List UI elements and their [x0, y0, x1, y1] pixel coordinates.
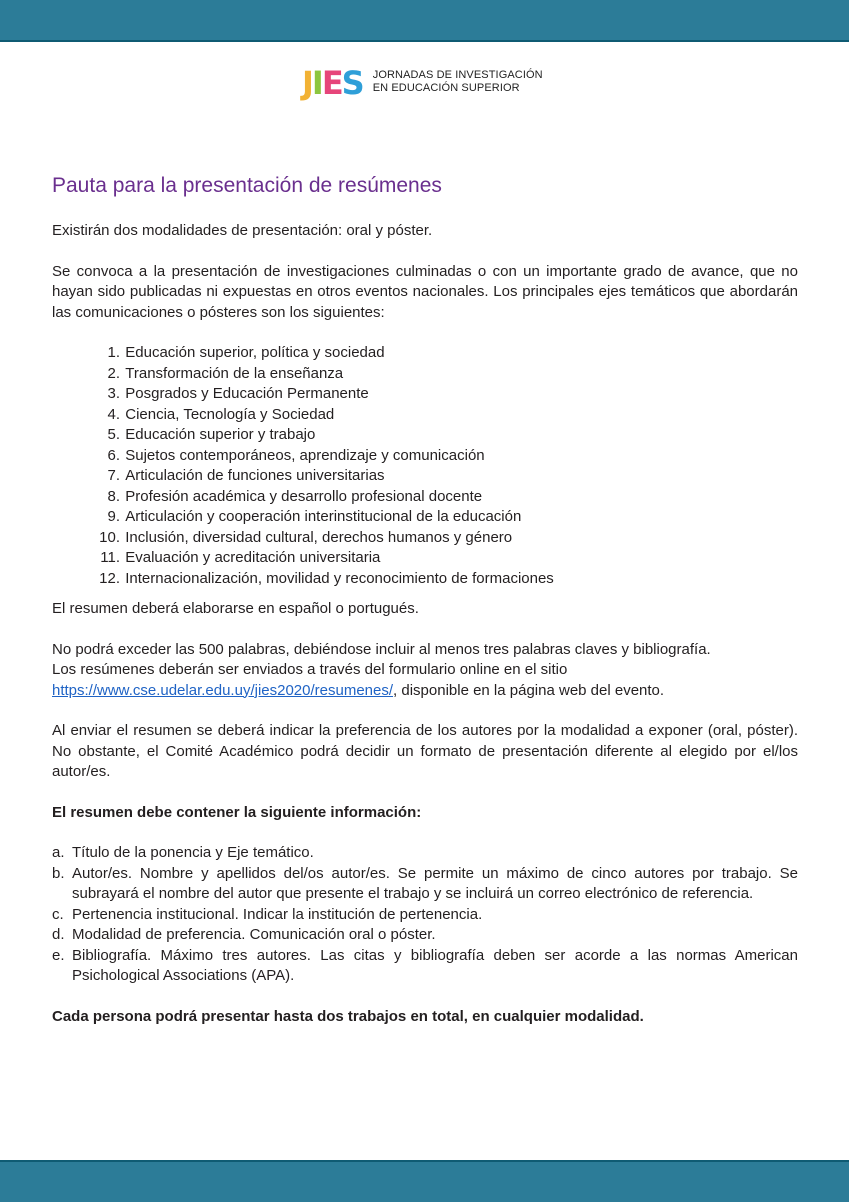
jies-logo-mark: [302, 64, 363, 102]
topic-item: [52, 548, 798, 569]
topic-number: 2.: [107, 364, 120, 382]
requirement-item: [52, 925, 798, 946]
requirement-letter: a.: [52, 844, 65, 861]
topic-text: Internacionalización, movilidad y reconocimiento de formaciones: [125, 569, 554, 587]
requirements-heading: El resumen debe contener la siguiente información:: [52, 803, 422, 821]
page-title: Pauta para la presentación de resúmenes: [52, 174, 442, 197]
topic-text: Evaluación y acreditación universitaria: [125, 549, 381, 566]
topic-item: [52, 569, 798, 590]
language-paragraph: El resumen deberá elaborarse en español o portugués.: [52, 600, 419, 617]
topic-item: [52, 446, 798, 467]
topic-number: 9.: [107, 508, 120, 525]
topic-number: 12.: [99, 569, 120, 587]
requirement-letter: d.: [52, 926, 65, 943]
topic-text: Educación superior, política y sociedad: [125, 344, 385, 361]
requirement-text: Pertenencia institucional. Indicar la institución de pertenencia.: [72, 905, 483, 923]
topic-item: [52, 487, 798, 508]
requirements-list: [52, 843, 798, 987]
limits-paragraph: [52, 640, 798, 702]
topic-text: Profesión académica y desarrollo profesional docente: [125, 487, 483, 505]
document-body: [52, 172, 798, 1027]
topic-number: 3.: [107, 385, 120, 402]
topic-item: [52, 528, 798, 549]
requirement-letter: e.: [52, 946, 65, 964]
bottom-band: [0, 1160, 849, 1202]
logo-letter-e: E: [321, 64, 342, 102]
topic-text: Inclusión, diversidad cultural, derechos humanos y género: [125, 528, 513, 546]
topic-number: 7.: [107, 467, 120, 484]
logo-letter-j: J: [302, 64, 312, 102]
topic-item: [52, 364, 798, 385]
topic-item: [52, 384, 798, 405]
topic-text: Posgrados y Educación Permanente: [125, 385, 369, 402]
requirement-item: [52, 946, 798, 987]
requirement-text: Autor/es. Nombre y apellidos del/os autor/es. Se permite un máximo de cinco autores por trabajo. Se subrayará el nombre del autor que presente el trabajo y se incluirá un correo electrónico de referencia.: [72, 864, 798, 902]
topic-text: Articulación de funciones universitarias: [125, 467, 385, 484]
limits-after-url: , disponible en la página web del evento.: [393, 681, 665, 699]
requirement-item: [52, 864, 798, 905]
requirement-item: [52, 905, 798, 926]
limits-line-2: Los resúmenes deberán ser enviados a través del formulario online en el sitio: [52, 661, 568, 678]
topic-number: 4.: [107, 405, 120, 423]
intro-paragraph: Existirán dos modalidades de presentación: oral y póster.: [52, 222, 433, 239]
topic-text: Articulación y cooperación interinstitucional de la educación: [125, 508, 522, 525]
topic-item: [52, 343, 798, 364]
logo-line-1: JORNADAS DE INVESTIGACIÓN: [372, 69, 543, 81]
topic-number: 10.: [99, 528, 120, 546]
logo-wordmark: [373, 69, 543, 95]
closing-note: Cada persona podrá presentar hasta dos trabajos en total, en cualquier modalidad.: [52, 1007, 644, 1025]
preference-paragraph: Al enviar el resumen se deberá indicar la preferencia de los autores por la modalidad a exponer (oral, póster). No obstante, el Comité Académico podrá decidir un formato de presentación diferente al elegido por el/los autor/es.: [52, 722, 798, 780]
requirement-text: Título de la ponencia y Eje temático.: [72, 844, 314, 861]
topic-item: [52, 425, 798, 446]
jies-logo: [302, 64, 543, 102]
topic-text: Transformación de la enseñanza: [125, 364, 344, 382]
abstract-form-link[interactable]: https://www.cse.udelar.edu.uy/jies2020/resumenes/: [52, 681, 394, 699]
topic-number: 11.: [100, 549, 120, 566]
limits-line-1: No podrá exceder las 500 palabras, debiéndose incluir al menos tres palabras claves y bibliografía.: [52, 640, 711, 658]
topic-number: 6.: [107, 446, 120, 464]
topic-item: [52, 466, 798, 487]
requirement-item: [52, 843, 798, 864]
logo-line-2: EN EDUCACIÓN SUPERIOR: [372, 82, 520, 94]
requirement-text: Bibliografía. Máximo tres autores. Las citas y bibliografía deben ser acorde a las normas American Psichological Associations (APA).: [72, 946, 798, 984]
topic-number: 5.: [107, 426, 120, 443]
top-band: [0, 0, 849, 42]
topics-list: [52, 343, 798, 589]
topic-text: Educación superior y trabajo: [125, 426, 316, 443]
topic-item: [52, 405, 798, 426]
topic-text: Sujetos contemporáneos, aprendizaje y comunicación: [125, 446, 485, 464]
logo-letter-s: S: [341, 64, 363, 102]
requirement-text: Modalidad de preferencia. Comunicación oral o póster.: [72, 926, 436, 943]
logo-letter-i: I: [311, 64, 322, 102]
call-paragraph: Se convoca a la presentación de investigaciones culminadas o con un importante grado de avance, que no hayan sido publicadas ni expuestas en otros eventos nacionales. Los principales ejes temáticos que abordarán las comunicaciones o pósteres son los siguientes:: [52, 262, 798, 321]
topic-number: 1.: [107, 344, 120, 361]
requirement-letter: b.: [52, 864, 65, 882]
requirement-letter: c.: [52, 905, 64, 923]
topic-text: Ciencia, Tecnología y Sociedad: [125, 405, 335, 423]
topic-item: [52, 507, 798, 528]
topic-number: 8.: [107, 487, 120, 505]
